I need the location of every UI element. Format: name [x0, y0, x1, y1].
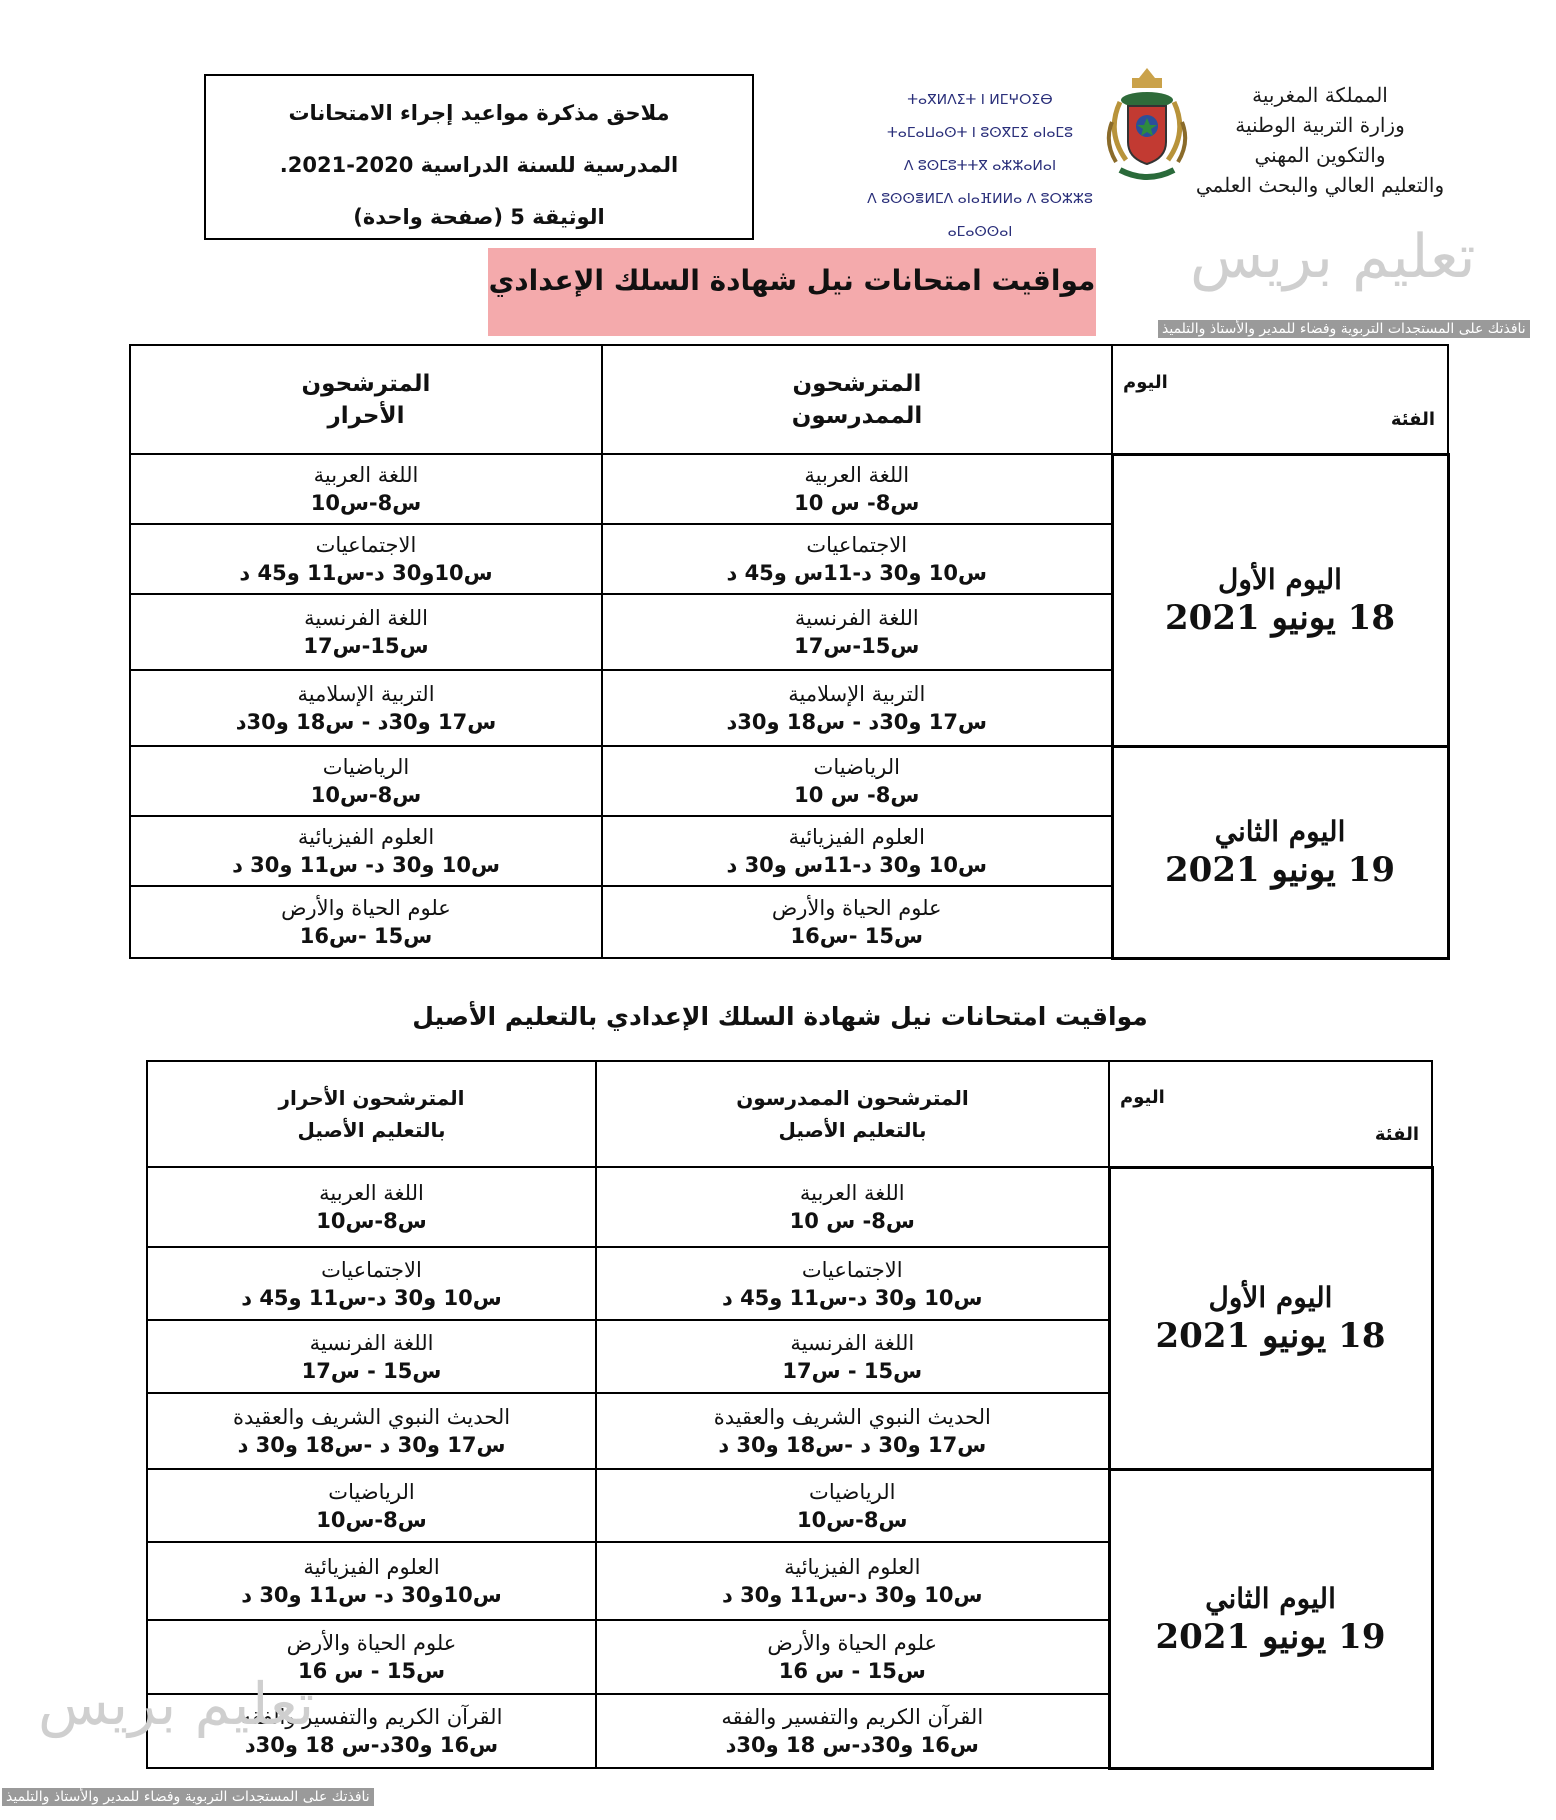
ministry-line: وزارة التربية الوطنية	[1235, 113, 1405, 137]
subject-time: س10 و30 د-11س و30 د	[726, 853, 988, 877]
table-row	[147, 1469, 1432, 1542]
subject-name: القرآن الكريم والتفسير والفقه	[240, 1705, 503, 1729]
day-cell	[1109, 1469, 1432, 1768]
subject-time: س16 و30د-س 18 و30د	[725, 1733, 979, 1757]
subject-time: س8- س 10	[794, 491, 920, 515]
free-cell	[147, 1320, 596, 1393]
tifinagh-line: ⴷ ⵓⵙⵙⴻⵍⵎⴷ ⴰⵏⴰⴼⵍⵍⴰ ⴷ ⵓⵔⵣⵣⵓ ⴰⵎⴰⵙⵙⴰⵏ	[867, 191, 1093, 240]
subject-time: س8-س10	[310, 491, 422, 515]
free-cell	[147, 1167, 596, 1247]
subject-time: س17 و30د - س18 و30د	[726, 710, 988, 734]
memo-line: ملاحق مذكرة مواعيد إجراء الامتحانات	[288, 101, 670, 125]
schooled-cell	[602, 594, 1112, 670]
subject-name: التربية الإسلامية	[788, 682, 926, 706]
header-free: المترشحون الأحرار	[130, 345, 602, 454]
day-cell	[1112, 454, 1448, 746]
header-diagonal-cell	[1112, 345, 1448, 454]
subject-time: س10 و30 د- س11 و30 د	[232, 853, 500, 877]
subject-name: الرياضيات	[813, 755, 900, 779]
schooled-cell	[596, 1393, 1109, 1469]
table-row	[130, 454, 1448, 524]
memo-line: الوثيقة 5 (صفحة واحدة)	[353, 205, 605, 229]
free-cell	[130, 816, 602, 886]
subject-time: س15-س17	[303, 634, 429, 658]
schooled-cell	[596, 1620, 1109, 1694]
header-free: المترشحون الأحرار بالتعليم الأصيل	[147, 1061, 596, 1167]
subject-time: س8-س10	[310, 783, 422, 807]
subject-name: اللغة الفرنسية	[309, 1330, 434, 1355]
subject-name: العلوم الفيزيائية	[788, 825, 925, 849]
subject-time: س17 و30د - س18 و30د	[235, 710, 497, 734]
subject-time: س10 و30 د-س11 و45 د	[241, 1285, 502, 1310]
subject-name: العلوم الفيزيائية	[784, 1555, 921, 1579]
schooled-cell	[602, 886, 1112, 958]
header-schooled: المترشحون الممدرسون بالتعليم الأصيل	[596, 1061, 1109, 1167]
tifinagh-header	[840, 84, 1120, 249]
ministry-line: والتعليم العالي والبحث العلمي	[1195, 173, 1445, 197]
day-date: 18 يونيو 2021	[1155, 1316, 1386, 1356]
schedule-table-1	[129, 344, 1450, 960]
memo-box	[204, 74, 754, 240]
watermark-brand: تعليم بريس	[38, 1670, 315, 1738]
subject-name: القرآن الكريم والتفسير والفقه	[721, 1705, 984, 1729]
header-category: الفئة	[1390, 409, 1435, 431]
subject-time: س8-س10	[316, 1209, 427, 1233]
free-cell	[130, 670, 602, 746]
subject-name: الحديث النبوي الشريف والعقيدة	[713, 1405, 991, 1429]
free-cell	[147, 1247, 596, 1320]
subject-time: س10و30 د-س11 و45 د	[239, 561, 493, 585]
header-schooled: المترشحون الممدرسون	[602, 345, 1112, 454]
schooled-cell	[596, 1247, 1109, 1320]
day-cell	[1112, 746, 1448, 958]
day-name: اليوم الأول	[1218, 563, 1342, 596]
subject-time: س15-س17	[794, 634, 920, 658]
free-cell	[130, 524, 602, 594]
free-cell	[147, 1469, 596, 1542]
header-day: اليوم	[1123, 372, 1168, 394]
ministry-line: والتكوين المهني	[1254, 143, 1386, 167]
subject-time: س10و30 د- س11 و30 د	[241, 1583, 502, 1607]
table-header-row	[147, 1061, 1432, 1167]
schooled-cell	[596, 1167, 1109, 1247]
subject-time: س15 -س16	[299, 924, 433, 948]
subject-name: العلوم الفيزيائية	[303, 1555, 440, 1579]
ministry-line: المملكة المغربية	[1252, 83, 1388, 107]
subject-name: الرياضيات	[809, 1479, 896, 1504]
header-diagonal-cell	[1109, 1061, 1432, 1167]
schooled-cell	[596, 1469, 1109, 1542]
free-cell	[130, 594, 602, 670]
subject-name: اللغة الفرنسية	[790, 1330, 915, 1355]
tifinagh-line: ⴷ ⵓⵙⵎⵓⵜⵜⴳ ⴰⵣⵣⴰⵍⴰⵏ	[903, 158, 1057, 174]
subject-time: س16 و30د-س 18 و30د	[244, 1733, 499, 1757]
tifinagh-line: ⵜⴰⴳⵍⴷⵉⵜ ⵏ ⵍⵎⵖⵔⵉⴱ	[907, 92, 1053, 108]
watermark-tagline: نافذتك على المستجدات التربوية وفضاء للمدير والأستاذ والتلميذ	[1158, 320, 1530, 338]
subject-name: اللغة الفرنسية	[304, 606, 428, 630]
day-date: 19 يونيو 2021	[1155, 1616, 1386, 1657]
subject-time: س10 و30 د-س11 و30 د	[721, 1583, 983, 1607]
subject-name: الحديث النبوي الشريف والعقيدة	[232, 1405, 511, 1429]
day-cell	[1109, 1167, 1432, 1469]
subject-name: التربية الإسلامية	[297, 682, 435, 706]
subject-time: س8- س 10	[789, 1209, 915, 1233]
subject-name: الاجتماعيات	[801, 1257, 903, 1282]
subject-time: س15 - س17	[301, 1358, 442, 1383]
free-cell	[130, 454, 602, 524]
table-row	[147, 1167, 1432, 1247]
free-cell	[147, 1393, 596, 1469]
schooled-cell	[596, 1542, 1109, 1620]
schooled-cell	[602, 816, 1112, 886]
subject-time: س10 و30 د-11س و45 د	[726, 561, 988, 585]
schooled-cell	[602, 524, 1112, 594]
free-cell	[147, 1542, 596, 1620]
table-row	[130, 746, 1448, 816]
header-category: الفئة	[1374, 1123, 1419, 1145]
table-header-row	[130, 345, 1448, 454]
free-cell	[130, 886, 602, 958]
subject-name: اللغة العربية	[319, 1181, 424, 1205]
subject-name: علوم الحياة والأرض	[767, 1631, 938, 1655]
section2-title: مواقيت امتحانات نيل شهادة السلك الإعدادي بالتعليم الأصيل	[412, 1002, 1148, 1031]
subject-name: اللغة العربية	[804, 463, 910, 487]
subject-name: الاجتماعيات	[806, 533, 908, 557]
subject-name: اللغة العربية	[799, 1181, 905, 1205]
subject-time: س17 و30 د -س18 و30 د	[237, 1433, 506, 1457]
subject-time: س8-س10	[796, 1507, 908, 1532]
header-day: اليوم	[1120, 1086, 1165, 1108]
section1-title: مواقيت امتحانات نيل شهادة السلك الإعدادي	[488, 248, 1096, 336]
subject-time: س15 - س 16	[297, 1659, 446, 1683]
memo-line: المدرسية للسنة الدراسية 2020-2021.	[279, 153, 679, 177]
subject-name: الاجتماعيات	[315, 533, 417, 557]
schooled-cell	[602, 454, 1112, 524]
subject-name: الرياضيات	[322, 755, 410, 779]
subject-time: س17 و30 د -س18 و30 د	[718, 1433, 987, 1457]
schooled-cell	[602, 746, 1112, 816]
schooled-cell	[596, 1694, 1109, 1768]
day-date: 19 يونيو 2021	[1165, 850, 1395, 890]
ministry-header	[1180, 80, 1460, 200]
subject-name: اللغة الفرنسية	[794, 606, 919, 630]
schedule-table-2	[146, 1060, 1434, 1770]
subject-time: س8- س 10	[794, 783, 920, 807]
subject-time: س8-س10	[316, 1507, 427, 1532]
day-name: اليوم الثاني	[1205, 1581, 1336, 1615]
subject-name: علوم الحياة والأرض	[281, 896, 451, 920]
watermark-brand: تعليم بريس	[1190, 222, 1476, 292]
schooled-cell	[596, 1320, 1109, 1393]
subject-name: اللغة العربية	[313, 463, 419, 487]
subject-time: س10 و30 د-س11 و45 د	[721, 1285, 983, 1310]
subject-name: الاجتماعيات	[321, 1257, 422, 1282]
subject-name: الرياضيات	[328, 1479, 415, 1504]
subject-name: علوم الحياة والأرض	[286, 1631, 457, 1655]
free-cell	[130, 746, 602, 816]
tifinagh-line: ⵜⴰⵎⴰⵡⴰⵙⵜ ⵏ ⵓⵙⴳⵎⵉ ⴰⵏⴰⵎⵓ	[887, 125, 1073, 141]
subject-name: العلوم الفيزيائية	[297, 825, 435, 849]
subject-time: س15 -س16	[790, 924, 923, 948]
day-date: 18 يونيو 2021	[1165, 598, 1395, 638]
subject-time: س15 - س 16	[778, 1659, 926, 1683]
day-name: اليوم الثاني	[1214, 815, 1346, 848]
watermark-tagline: نافذتك على المستجدات التربوية وفضاء للمدير والأستاذ والتلميذ	[2, 1788, 374, 1806]
subject-time: س15 - س17	[782, 1358, 923, 1383]
subject-name: علوم الحياة والأرض	[771, 896, 942, 920]
day-name: اليوم الأول	[1208, 1281, 1333, 1314]
schooled-cell	[602, 670, 1112, 746]
